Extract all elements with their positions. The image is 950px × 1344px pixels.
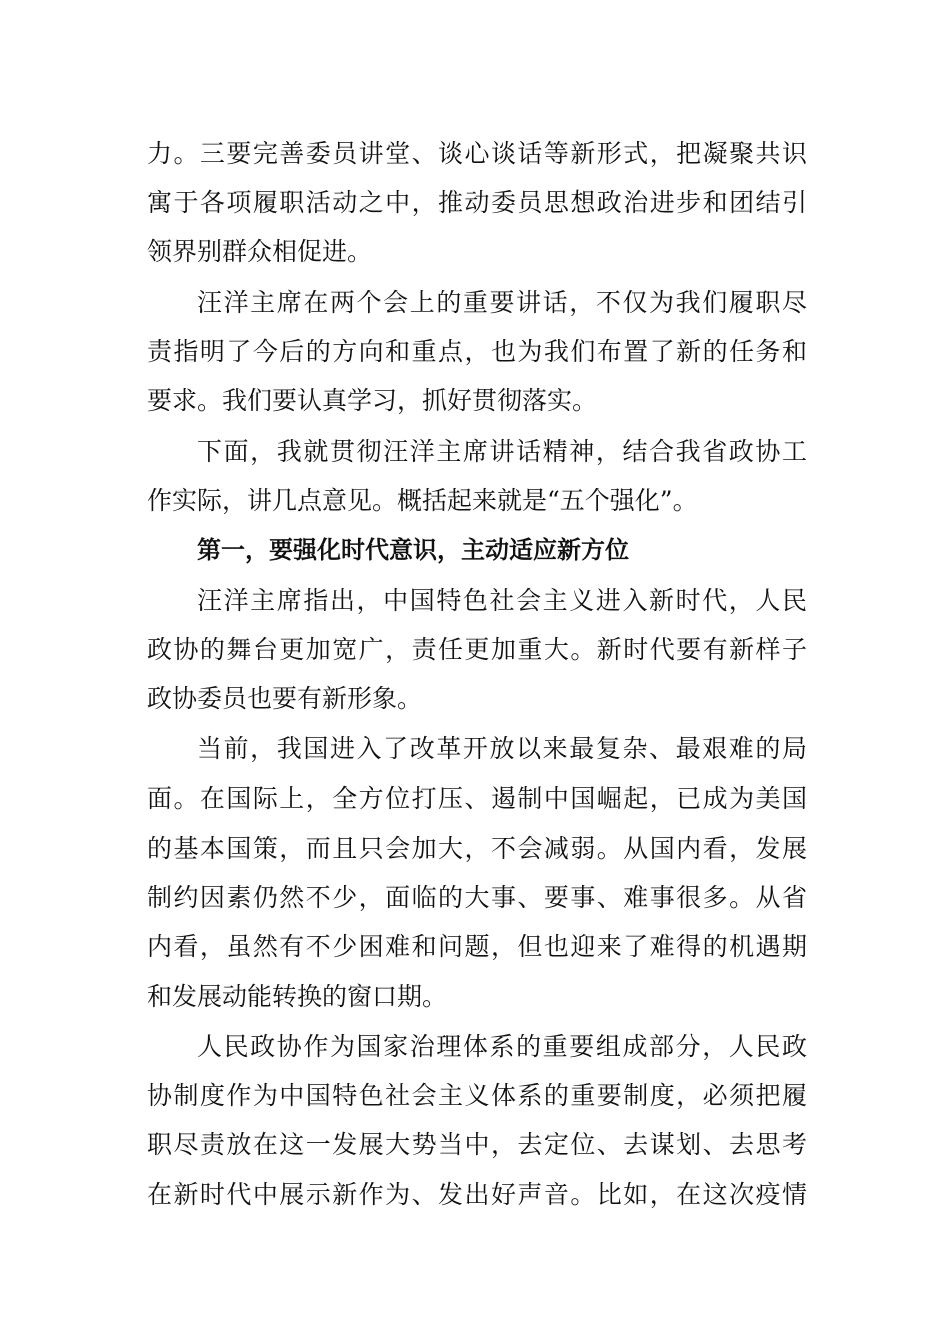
- paragraph-first-line: 当前，我国进入了改革开放以来最复杂、最艰难的局: [197, 734, 807, 763]
- text-line: 职尽责放在这一发展大势当中，去定位、去谋划、去思考: [147, 1130, 807, 1159]
- text-line: 在新时代中展示新作为、发出好声音。比如，在这次疫情: [147, 1180, 807, 1209]
- paragraph-first-line: 汪洋主席指出，中国特色社会主义进入新时代，人民: [197, 586, 807, 615]
- text-line: 力。三要完善委员讲堂、谈心谈话等新形式，把凝聚共识: [147, 139, 807, 168]
- text-line: 制约因素仍然不少，面临的大事、要事、难事很多。从省: [147, 883, 807, 912]
- text-line: 政协委员也要有新形象。: [147, 684, 423, 713]
- text-line: 要求。我们要认真学习，抓好贯彻落实。: [147, 386, 598, 415]
- text-line: 责指明了今后的方向和重点，也为我们布置了新的任务和: [147, 337, 807, 366]
- text-line: 政协的舞台更加宽广，责任更加重大。新时代要有新样子: [147, 635, 807, 664]
- text-line: 的基本国策，而且只会加大，不会减弱。从国内看，发展: [147, 834, 807, 863]
- text-line: 协制度作为中国特色社会主义体系的重要制度，必须把履: [147, 1081, 807, 1110]
- section-heading: 第一，要强化时代意识，主动适应新方位: [197, 536, 629, 564]
- text-line: 内看，虽然有不少困难和问题，但也迎来了难得的机遇期: [147, 932, 807, 961]
- paragraph-first-line: 下面，我就贯彻汪洋主席讲话精神，结合我省政协工: [197, 437, 807, 466]
- text-line: 寓于各项履职活动之中，推动委员思想政治进步和团结引: [147, 188, 807, 217]
- text-line: 和发展动能转换的窗口期。: [147, 982, 448, 1011]
- text-line: 作实际，讲几点意见。概括起来就是“五个强化”。: [147, 486, 698, 515]
- paragraph-first-line: 人民政协作为国家治理体系的重要组成部分，人民政: [197, 1032, 807, 1061]
- text-line: 面。在国际上，全方位打压、遏制中国崛起，已成为美国: [147, 784, 807, 813]
- text-line: 领界别群众相促进。: [147, 237, 373, 266]
- paragraph-first-line: 汪洋主席在两个会上的重要讲话，不仅为我们履职尽: [197, 288, 807, 317]
